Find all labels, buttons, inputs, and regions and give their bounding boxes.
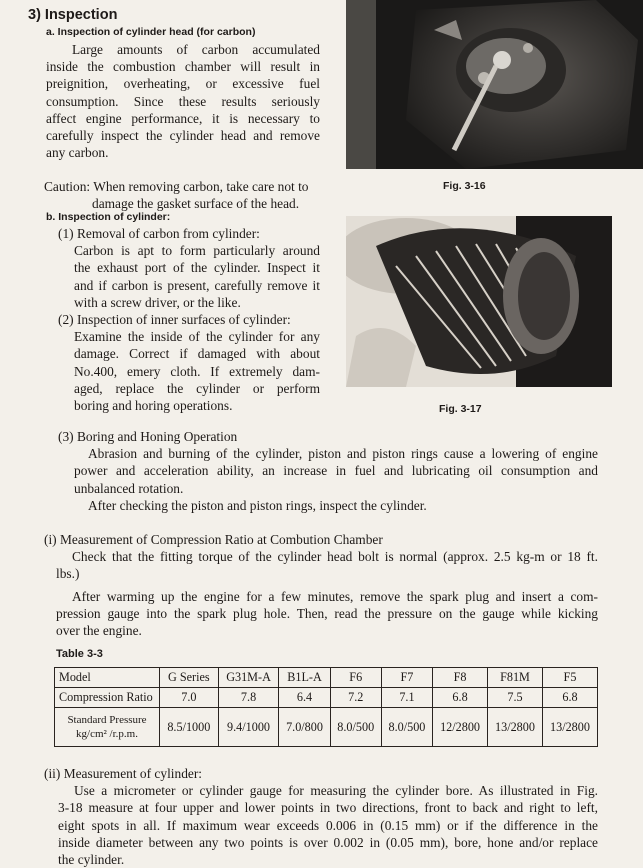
measurement-title: (ii) Measurement of cylinder: xyxy=(44,766,203,781)
cylinder-head-photo xyxy=(346,0,643,169)
item2-title: (2) Inspection of inner surfaces of cylinder: xyxy=(58,312,291,328)
table-cell: 13/2800 xyxy=(542,708,597,747)
table-cell: 6.4 xyxy=(279,688,330,708)
caution-note xyxy=(44,178,344,212)
text-line: lbs.) xyxy=(56,566,80,582)
table-row xyxy=(55,708,598,747)
text-line: After checking the piston and piston rings, inspect the cylinder. xyxy=(88,497,427,513)
text-line: unbalanced rotation. xyxy=(74,480,184,496)
text-line: the cylinder. xyxy=(58,852,125,868)
cylinder-subtitle: b. Inspection of cylinder: xyxy=(46,211,171,223)
table-cell: F6 xyxy=(330,668,381,688)
table-cell: 7.2 xyxy=(330,688,381,708)
text-line: inside diameter between any two points is over 0.002 in (0.05 mm), bore, hone and/or replace xyxy=(58,834,598,850)
text-line: pression gauge into the spark plug hole. Then, read the pressure on the gauge while kicking xyxy=(56,605,598,621)
table-cell: 13/2800 xyxy=(488,708,543,747)
item1-block xyxy=(58,225,320,414)
table-cell: 12/2800 xyxy=(433,708,488,747)
text-line: No.400, emery cloth. If extremely dam- xyxy=(74,363,320,379)
text-line: any carbon. xyxy=(46,145,109,161)
text-line: consumption. Since these results seriously xyxy=(46,93,320,109)
item1-title: (1) Removal of carbon from cylinder: xyxy=(58,226,260,241)
section-title: 3) Inspection xyxy=(28,7,118,23)
text-line: Examine the inside of the cylinder for any xyxy=(74,329,320,345)
text-line: and if carbon is present, carefully remove it xyxy=(74,277,320,293)
compression-block xyxy=(44,531,598,639)
table-cell: 6.8 xyxy=(542,688,597,708)
text-line: boring and horing operations. xyxy=(74,398,233,414)
caution-line: damage the gasket surface of the head. xyxy=(92,196,300,212)
row-label-line: Standard Pressure xyxy=(67,714,147,726)
table-cell xyxy=(55,708,160,747)
text-line: inside the combustion chamber will result in xyxy=(46,59,320,75)
table-caption: Table 3-3 xyxy=(56,648,103,660)
text-line: Use a micrometer or cylinder gauge for measuring the cylinder bore. As illustrated in Fig. xyxy=(74,783,598,799)
text-line: aged, replace the cylinder or perform xyxy=(74,380,320,396)
table-cell: 7.1 xyxy=(381,688,432,708)
measurement-block xyxy=(44,765,598,868)
table-cell: 7.8 xyxy=(218,688,279,708)
caution-line: Caution: When removing carbon, take care not to xyxy=(44,179,309,194)
text-line: carefully inspect the cylinder head and remove xyxy=(46,128,320,144)
table-cell: F81M xyxy=(488,668,543,688)
table-cell: F8 xyxy=(433,668,488,688)
text-line: After warming up the engine for a few minutes, remove the spark plug and insert a com- xyxy=(72,588,598,604)
head-subtitle: a. Inspection of cylinder head (for carbon) xyxy=(46,26,256,38)
table-cell: B1L-A xyxy=(279,668,330,688)
text-line: power and acceleration ability, an increase in fuel and lubricating oil consumption and xyxy=(74,463,598,479)
table-cell: 9.4/1000 xyxy=(218,708,279,747)
text-line: Large amounts of carbon accumulated xyxy=(72,42,320,57)
text-line: with a screw driver, or the like. xyxy=(74,294,241,310)
text-line: eight spots in all. If maximum wear exceeds 0.006 in (0.15 mm) or if the difference in the xyxy=(58,817,598,833)
text-line: over the engine. xyxy=(56,623,142,639)
compression-table xyxy=(54,667,598,747)
table-cell: 7.0 xyxy=(160,688,219,708)
table-cell: 8.0/500 xyxy=(330,708,381,747)
table-cell: 7.0/800 xyxy=(279,708,330,747)
figure-caption: Fig. 3-16 xyxy=(443,180,486,192)
table-cell: 8.5/1000 xyxy=(160,708,219,747)
table-cell: 6.8 xyxy=(433,688,488,708)
text-line: Check that the fitting torque of the cylinder head bolt is normal (approx. 2.5 kg-m or 18 ft. xyxy=(72,549,598,565)
text-line: the exhaust port of the cylinder. Inspect it xyxy=(74,260,320,276)
boring-title: (3) Boring and Honing Operation xyxy=(58,429,238,444)
figure-cylinder xyxy=(346,216,612,387)
head-paragraph xyxy=(46,41,320,161)
text-line: damage. Correct if damaged with about xyxy=(74,346,320,362)
table-cell: 7.5 xyxy=(488,688,543,708)
text-line: Abrasion and burning of the cylinder, piston and piston rings cause a lowering of engine xyxy=(88,446,598,462)
text-line: affect engine performance, it is necessary to xyxy=(46,110,320,126)
table-cell: 8.0/500 xyxy=(381,708,432,747)
text-line: 3-18 measure at four upper and lower points in two directions, front to back and right to left, xyxy=(58,800,598,816)
cylinder-photo xyxy=(346,216,612,387)
figure-caption: Fig. 3-17 xyxy=(439,403,482,415)
table-cell: F5 xyxy=(542,668,597,688)
table-row xyxy=(55,688,598,708)
table-header-row xyxy=(55,668,598,688)
text-line: Carbon is apt to form particularly around xyxy=(74,243,320,259)
text-line: preignition, overheating, or excessive fuel xyxy=(46,76,320,92)
figure-cylinder-head xyxy=(346,0,643,169)
table-cell: Compression Ratio xyxy=(55,688,160,708)
compression-title: (i) Measurement of Compression Ratio at Combution Chamber xyxy=(44,532,383,547)
table-cell: G31M-A xyxy=(218,668,279,688)
table-cell: G Series xyxy=(160,668,219,688)
table-cell: F7 xyxy=(381,668,432,688)
row-label-line: kg/cm² /r.p.m. xyxy=(76,728,138,740)
table-cell: Model xyxy=(55,668,160,688)
boring-block xyxy=(58,428,598,514)
